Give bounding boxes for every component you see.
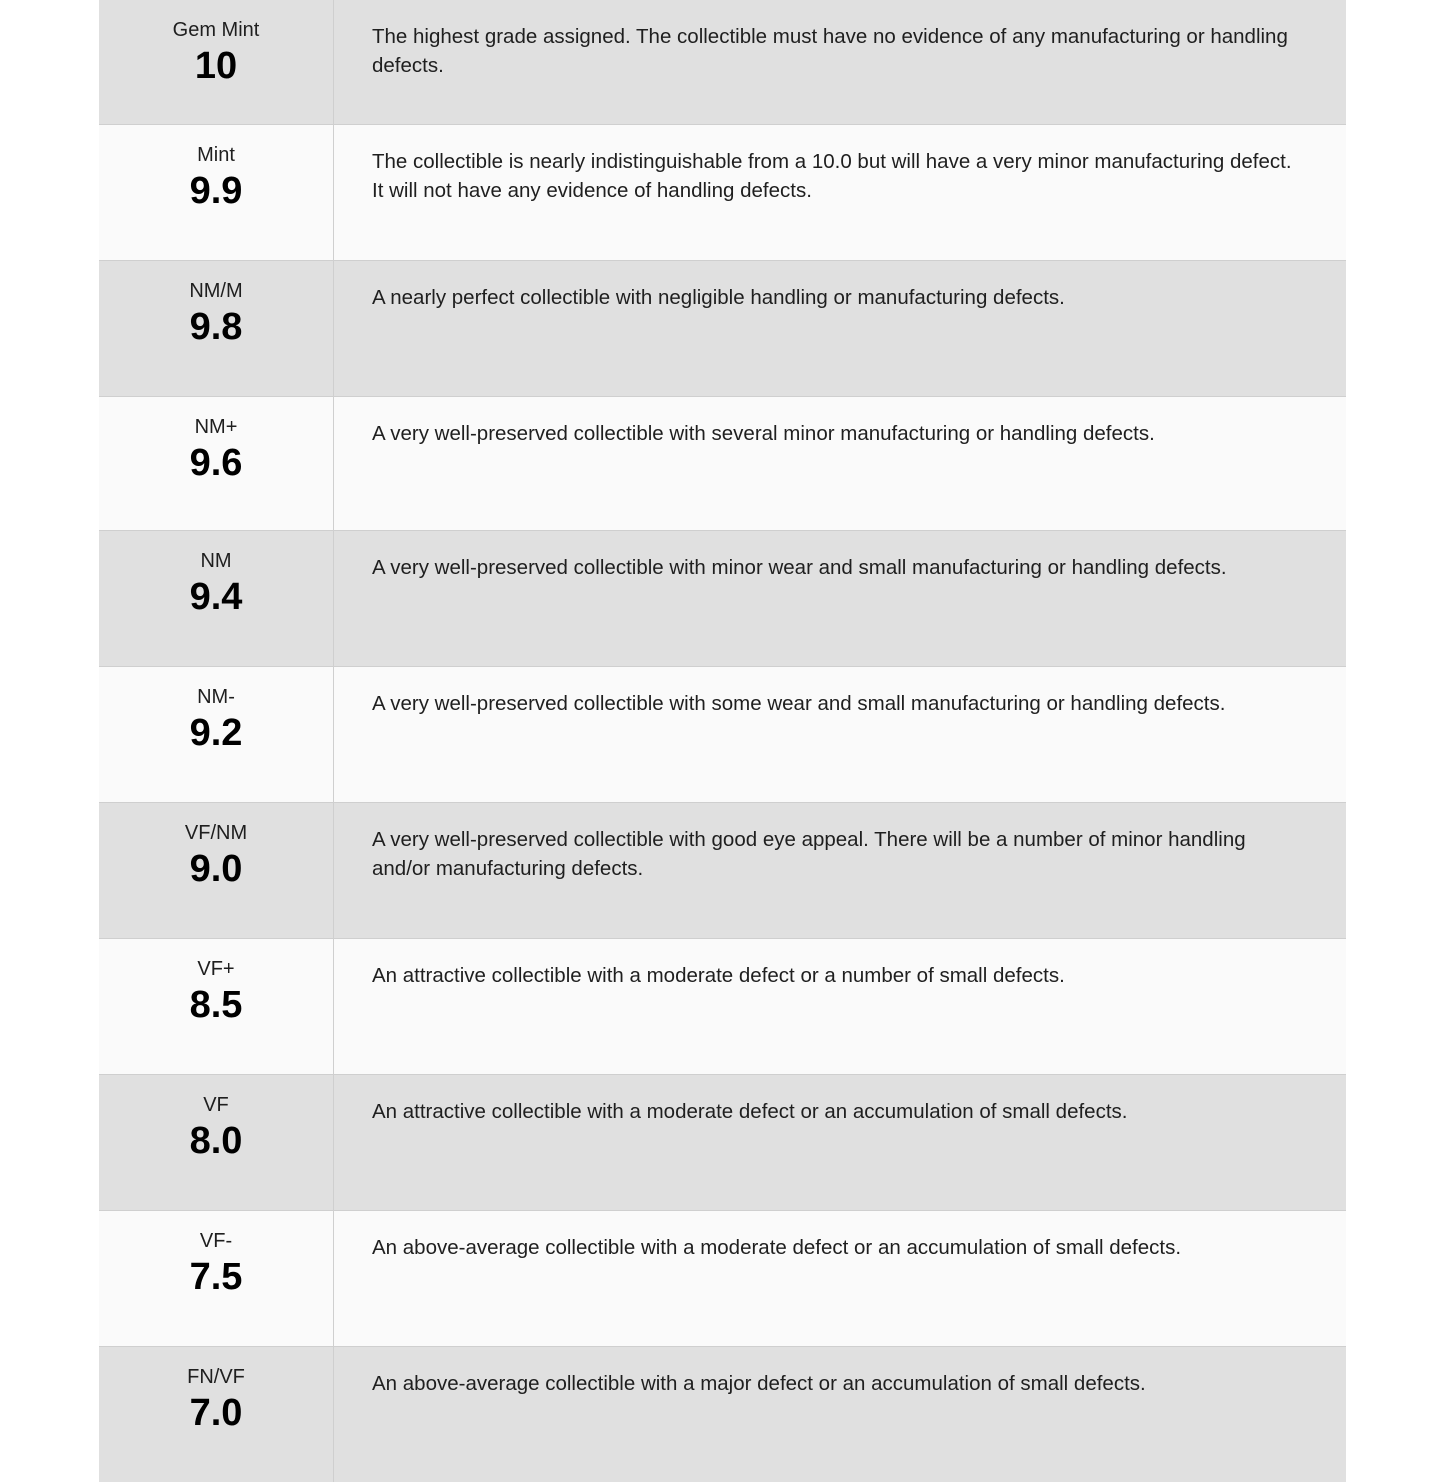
grade-cell bbox=[99, 397, 334, 530]
grade-value: 9.6 bbox=[189, 442, 243, 484]
table-row bbox=[99, 666, 1346, 802]
grade-label: NM bbox=[200, 550, 232, 572]
description-text: A very well-preserved collectible with some wear and small manufacturing or handling defects. bbox=[372, 692, 1226, 715]
grade-cell bbox=[99, 803, 334, 938]
grade-label: VF+ bbox=[197, 958, 235, 980]
grade-label: FN/VF bbox=[187, 1366, 245, 1388]
grade-label: Gem Mint bbox=[172, 19, 260, 41]
grade-cell bbox=[99, 1347, 334, 1482]
grade-value: 9.2 bbox=[189, 712, 243, 754]
description-cell bbox=[334, 261, 1346, 396]
grade-cell bbox=[99, 1075, 334, 1210]
description-text: The collectible is nearly indistinguishable from a 10.0 but will have a very minor manufacturing defect. It will not have any evidence of handling defects. bbox=[372, 150, 1292, 202]
grade-label: Mint bbox=[197, 144, 235, 166]
description-text: An attractive collectible with a moderate defect or a number of small defects. bbox=[372, 964, 1065, 987]
description-text: A very well-preserved collectible with several minor manufacturing or handling defects. bbox=[372, 422, 1155, 445]
description-cell bbox=[334, 1347, 1346, 1482]
description-text: A very well-preserved collectible with minor wear and small manufacturing or handling defects. bbox=[372, 556, 1227, 579]
grade-value: 9.0 bbox=[189, 848, 243, 890]
table-row bbox=[99, 1346, 1346, 1482]
grade-label: NM- bbox=[197, 686, 235, 708]
grade-cell bbox=[99, 125, 334, 260]
description-text: An above-average collectible with a moderate defect or an accumulation of small defects. bbox=[372, 1236, 1182, 1259]
grade-value: 7.5 bbox=[189, 1256, 243, 1298]
description-cell bbox=[334, 0, 1346, 124]
grade-cell bbox=[99, 0, 334, 124]
grade-cell bbox=[99, 667, 334, 802]
description-cell bbox=[334, 667, 1346, 802]
grade-label: VF/NM bbox=[184, 822, 248, 844]
grading-scale-table bbox=[99, 0, 1346, 1482]
grade-cell bbox=[99, 531, 334, 666]
grade-value: 9.9 bbox=[189, 170, 243, 212]
table-row bbox=[99, 396, 1346, 530]
description-text: A nearly perfect collectible with negligible handling or manufacturing defects. bbox=[372, 286, 1065, 309]
description-text: The highest grade assigned. The collectible must have no evidence of any manufacturing or handling defects. bbox=[372, 25, 1288, 77]
description-text: A very well-preserved collectible with good eye appeal. There will be a number of minor handling and/or manufacturing defects. bbox=[372, 828, 1246, 880]
grade-label: NM+ bbox=[194, 416, 238, 438]
grade-cell bbox=[99, 1211, 334, 1346]
table-row bbox=[99, 0, 1346, 124]
grade-cell bbox=[99, 261, 334, 396]
grade-value: 8.5 bbox=[189, 984, 243, 1026]
description-cell bbox=[334, 531, 1346, 666]
description-cell bbox=[334, 803, 1346, 938]
description-cell bbox=[334, 1211, 1346, 1346]
grade-label: VF- bbox=[199, 1230, 233, 1252]
grade-label: VF bbox=[203, 1094, 229, 1116]
table-row bbox=[99, 530, 1346, 666]
description-cell bbox=[334, 939, 1346, 1074]
table-row bbox=[99, 124, 1346, 260]
grade-value: 7.0 bbox=[189, 1392, 243, 1434]
description-cell bbox=[334, 397, 1346, 530]
grade-label: NM/M bbox=[189, 280, 243, 302]
table-row bbox=[99, 802, 1346, 938]
table-row bbox=[99, 1074, 1346, 1210]
grade-value: 8.0 bbox=[189, 1120, 243, 1162]
description-cell bbox=[334, 1075, 1346, 1210]
grade-value: 9.8 bbox=[189, 306, 243, 348]
description-cell bbox=[334, 125, 1346, 260]
table-row bbox=[99, 938, 1346, 1074]
table-row bbox=[99, 260, 1346, 396]
grade-cell bbox=[99, 939, 334, 1074]
description-text: An above-average collectible with a major defect or an accumulation of small defects. bbox=[372, 1372, 1146, 1395]
description-text: An attractive collectible with a moderate defect or an accumulation of small defects. bbox=[372, 1100, 1128, 1123]
grade-value: 10 bbox=[194, 45, 238, 87]
grade-value: 9.4 bbox=[189, 576, 243, 618]
table-row bbox=[99, 1210, 1346, 1346]
